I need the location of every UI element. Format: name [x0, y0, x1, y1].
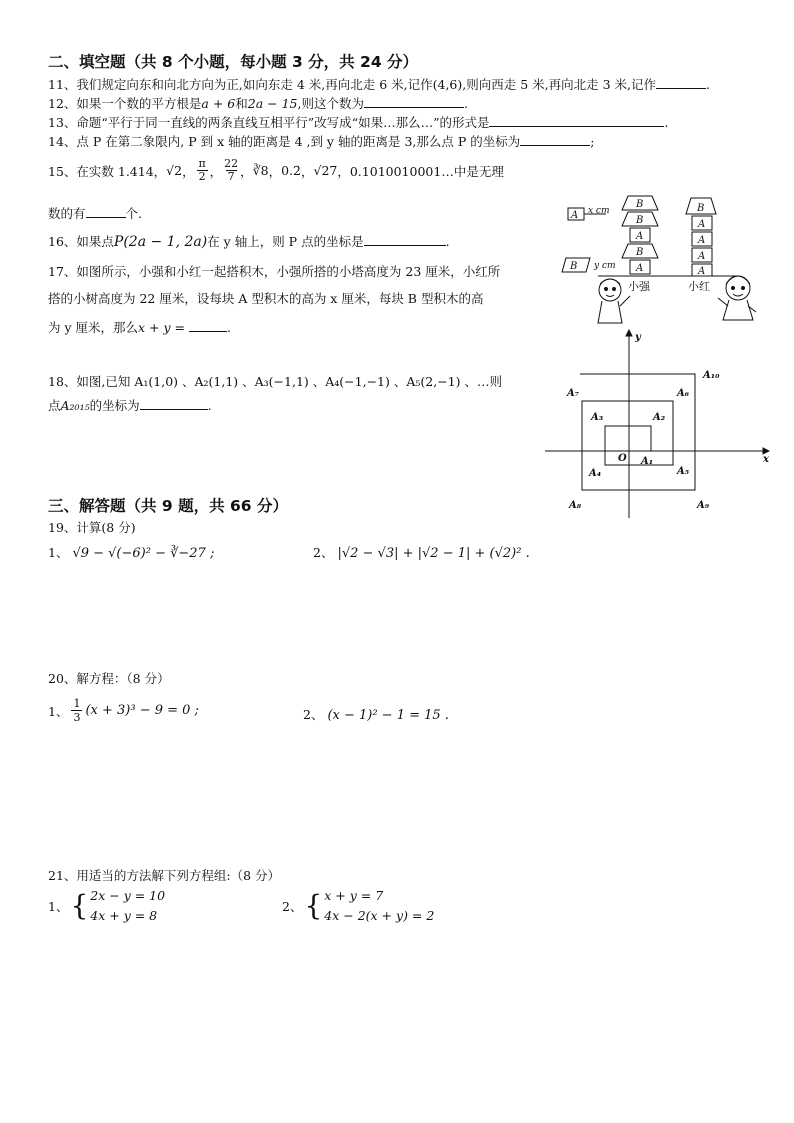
- block-label: B: [636, 215, 644, 226]
- expression: 2a − 15: [247, 96, 298, 111]
- point-label-a1: A₁: [641, 456, 654, 467]
- block-label: B: [636, 199, 644, 210]
- expression: |√2 − √3| + |√2 − 1| + (√2)² .: [337, 546, 530, 561]
- question-15-line-2: [48, 204, 142, 222]
- part-number: 2、: [282, 899, 303, 914]
- question-20-title: 20、解方程：（8 分）: [48, 671, 170, 686]
- question-12-text: 和: [235, 96, 248, 111]
- expression: (x + 3)³ − 9 = 0 ;: [85, 703, 199, 718]
- numerator: π: [198, 157, 206, 170]
- fraction-22-over-7: [224, 158, 238, 183]
- question-18-text: 点: [48, 398, 61, 413]
- question-18-line-1: 18、如图,已知 A₁(1,0) 、A₂(1,1) 、A₃(−1,1) 、A₄(−1,−1) 、A₅(2,−1) 、…则: [48, 374, 502, 389]
- question-15-text: 个.: [125, 206, 142, 221]
- question-12-text: 12、如果一个数的平方根是: [48, 96, 202, 111]
- question-20-part-2: [303, 705, 449, 723]
- answer-blank[interactable]: [489, 114, 664, 127]
- question-16: 16、如果点P(2a − 1, 2a)在 y 轴上，则 P 点的坐标是 .: [48, 234, 450, 250]
- answer-blank[interactable]: [520, 133, 590, 146]
- label-xiaohong: 小红: [688, 280, 710, 293]
- point-label-a6: A₆: [677, 388, 690, 399]
- answer-blank[interactable]: [86, 205, 126, 218]
- legend-a-label: A: [571, 210, 579, 221]
- numerator: 1: [73, 697, 81, 710]
- question-21-part-1: [48, 886, 165, 926]
- point-label-a10: A₁₀: [703, 370, 720, 381]
- legend-x-label: x cm: [588, 206, 610, 216]
- point-label-a8: A₈: [569, 500, 582, 511]
- point-label-a5: A₅: [677, 466, 690, 477]
- question-15: 15、在实数 1.414， √2 ， $\frac{\pi}{2}$ ， $\frac{22}{7}$ ， ∛8 ， 0.2̇ ， √27 ，0.1010010001…中是无理: [48, 157, 504, 183]
- question-13: 13、命题“平行于同一直线的两条直线互相平行”改写成“如果…那么…”的形式是 .: [48, 115, 669, 130]
- brace-symbol: {: [70, 889, 89, 922]
- cartoon-girl: [718, 276, 756, 320]
- part-number: 1、: [48, 545, 69, 560]
- block-label: A: [698, 235, 706, 246]
- fraction-one-third: [71, 697, 82, 724]
- question-19-title: 19、计算(8 分): [48, 520, 136, 535]
- question-12-text: ,则这个数为: [297, 96, 364, 111]
- question-19-part-1: [48, 543, 214, 561]
- part-number: 1、: [48, 703, 69, 719]
- y-axis-arrow: [626, 330, 632, 336]
- part-number: 1、: [48, 899, 69, 914]
- equation: 4x + y = 8: [90, 908, 158, 923]
- answer-blank[interactable]: [656, 76, 706, 89]
- point-label-a3: A₃: [591, 412, 604, 423]
- equation: x + y = 7: [324, 888, 384, 903]
- question-15-text: 15、在实数 1.414，: [48, 163, 167, 179]
- numerator: 22: [224, 157, 239, 170]
- question-21-title: 21、用适当的方法解下列方程组:（8 分）: [48, 868, 281, 883]
- block-label: B: [697, 203, 705, 214]
- expression: (x − 1)² − 1 = 15 .: [327, 708, 449, 723]
- question-19-part-2: [313, 543, 530, 561]
- expression: P(2a − 1, 2a): [113, 234, 208, 250]
- y-axis-label: y: [635, 332, 641, 343]
- question-11: 11、我们规定向东和向北方向为正,如向东走 4 米,再向北走 6 米,记作(4,6),则向西走 5 米,再向北走 3 米,记作 .: [48, 77, 710, 92]
- denominator: 3: [73, 711, 81, 724]
- point-label-a9: A₉: [697, 500, 710, 511]
- question-12: 12、如果一个数的平方根是a + 6和2a − 15,则这个数为 .: [48, 96, 468, 111]
- expression: √9 − √(−6)² − ∛−27 ;: [72, 546, 215, 561]
- origin-label: O: [618, 453, 627, 464]
- question-11-text: 11、我们规定向东和向北方向为正,如向东走 4 米,再向北走 6 米,记作(4,6),则向西走 5 米,再向北走 3 米,记作: [48, 77, 656, 92]
- label-xiaoqiang: 小强: [628, 280, 650, 293]
- blocks-figure: [558, 188, 758, 330]
- denominator: 7: [227, 170, 235, 183]
- question-17-line-1: 17、如图所示，小强和小红一起搭积木，小强所搭的小塔高度为 23 厘米，小红所: [48, 264, 501, 279]
- question-20-part-1: [48, 697, 199, 724]
- point-label: A₂₀₁₅: [60, 398, 90, 413]
- sqrt-2: √2: [166, 163, 183, 178]
- expression: x + y =: [138, 320, 185, 335]
- question-14-text: 14、点 P 在第二象限内, P 到 x 轴的距离是 4 ,到 y 轴的距离是 3,那么点 P 的坐标为: [48, 134, 521, 149]
- question-17-text: 为 y 厘米，那么: [48, 320, 139, 335]
- block-label: B: [636, 247, 644, 258]
- legend-b-label: B: [570, 261, 578, 272]
- part-number: 2、: [303, 707, 324, 722]
- question-18-line-2: 点A₂₀₁₅的坐标为 .: [48, 398, 212, 413]
- x-axis-label: x: [763, 454, 769, 465]
- section-3-title: 三、解答题（共 9 题，共 66 分）: [48, 497, 288, 515]
- part-number: 2、: [313, 545, 334, 560]
- question-21-part-2: [282, 886, 434, 926]
- expression: a + 6: [201, 96, 236, 111]
- brace-symbol: {: [304, 889, 323, 922]
- legend-y-label: y cm: [594, 261, 616, 271]
- answer-blank[interactable]: [364, 233, 446, 246]
- block-label: A: [698, 266, 706, 277]
- question-17-line-3: 为 y 厘米，那么x + y = .: [48, 320, 231, 335]
- answer-blank[interactable]: [189, 319, 227, 332]
- equation-system: [324, 886, 434, 926]
- fraction-pi-over-2: [197, 158, 208, 183]
- block-label: A: [698, 251, 706, 262]
- equation: 2x − y = 10: [90, 888, 166, 903]
- repeating-decimal: 0.2̇: [281, 163, 301, 178]
- answer-blank[interactable]: [364, 95, 464, 108]
- question-17-line-2: 搭的小树高度为 22 厘米，设每块 A 型积木的高为 x 厘米，每块 B 型积木的高: [48, 291, 484, 306]
- spiral-figure: [545, 328, 770, 520]
- block-label: A: [636, 231, 644, 242]
- section-2-title: 二、填空题（共 8 个小题，每小题 3 分，共 24 分）: [48, 53, 419, 71]
- question-15-text: ，0.1010010001…中是无理: [337, 163, 504, 179]
- equation-system: [90, 886, 165, 926]
- cube-root-8: ∛8: [252, 163, 269, 178]
- question-16-text: 在 y 轴上，则 P 点的坐标是: [207, 234, 364, 249]
- question-14: 14、点 P 在第二象限内, P 到 x 轴的距离是 4 ,到 y 轴的距离是 3,那么点 P 的坐标为 ;: [48, 134, 595, 149]
- equation: 4x − 2(x + y) = 2: [324, 908, 435, 923]
- answer-blank[interactable]: [140, 397, 208, 410]
- cartoon-boy: [598, 279, 630, 323]
- sqrt-27: √27: [313, 163, 338, 178]
- point-label-a2: A₂: [653, 412, 666, 423]
- question-18-text: 的坐标为: [89, 398, 140, 413]
- question-16-text: 16、如果点: [48, 234, 114, 249]
- point-label-a4: A₄: [589, 468, 602, 479]
- block-label: A: [636, 263, 644, 274]
- question-13-text: 13、命题“平行于同一直线的两条直线互相平行”改写成“如果…那么…”的形式是: [48, 115, 490, 130]
- block-label: A: [698, 219, 706, 230]
- point-label-a7: A₇: [567, 388, 580, 399]
- denominator: 2: [198, 170, 206, 183]
- question-15-text: 数的有: [48, 206, 86, 221]
